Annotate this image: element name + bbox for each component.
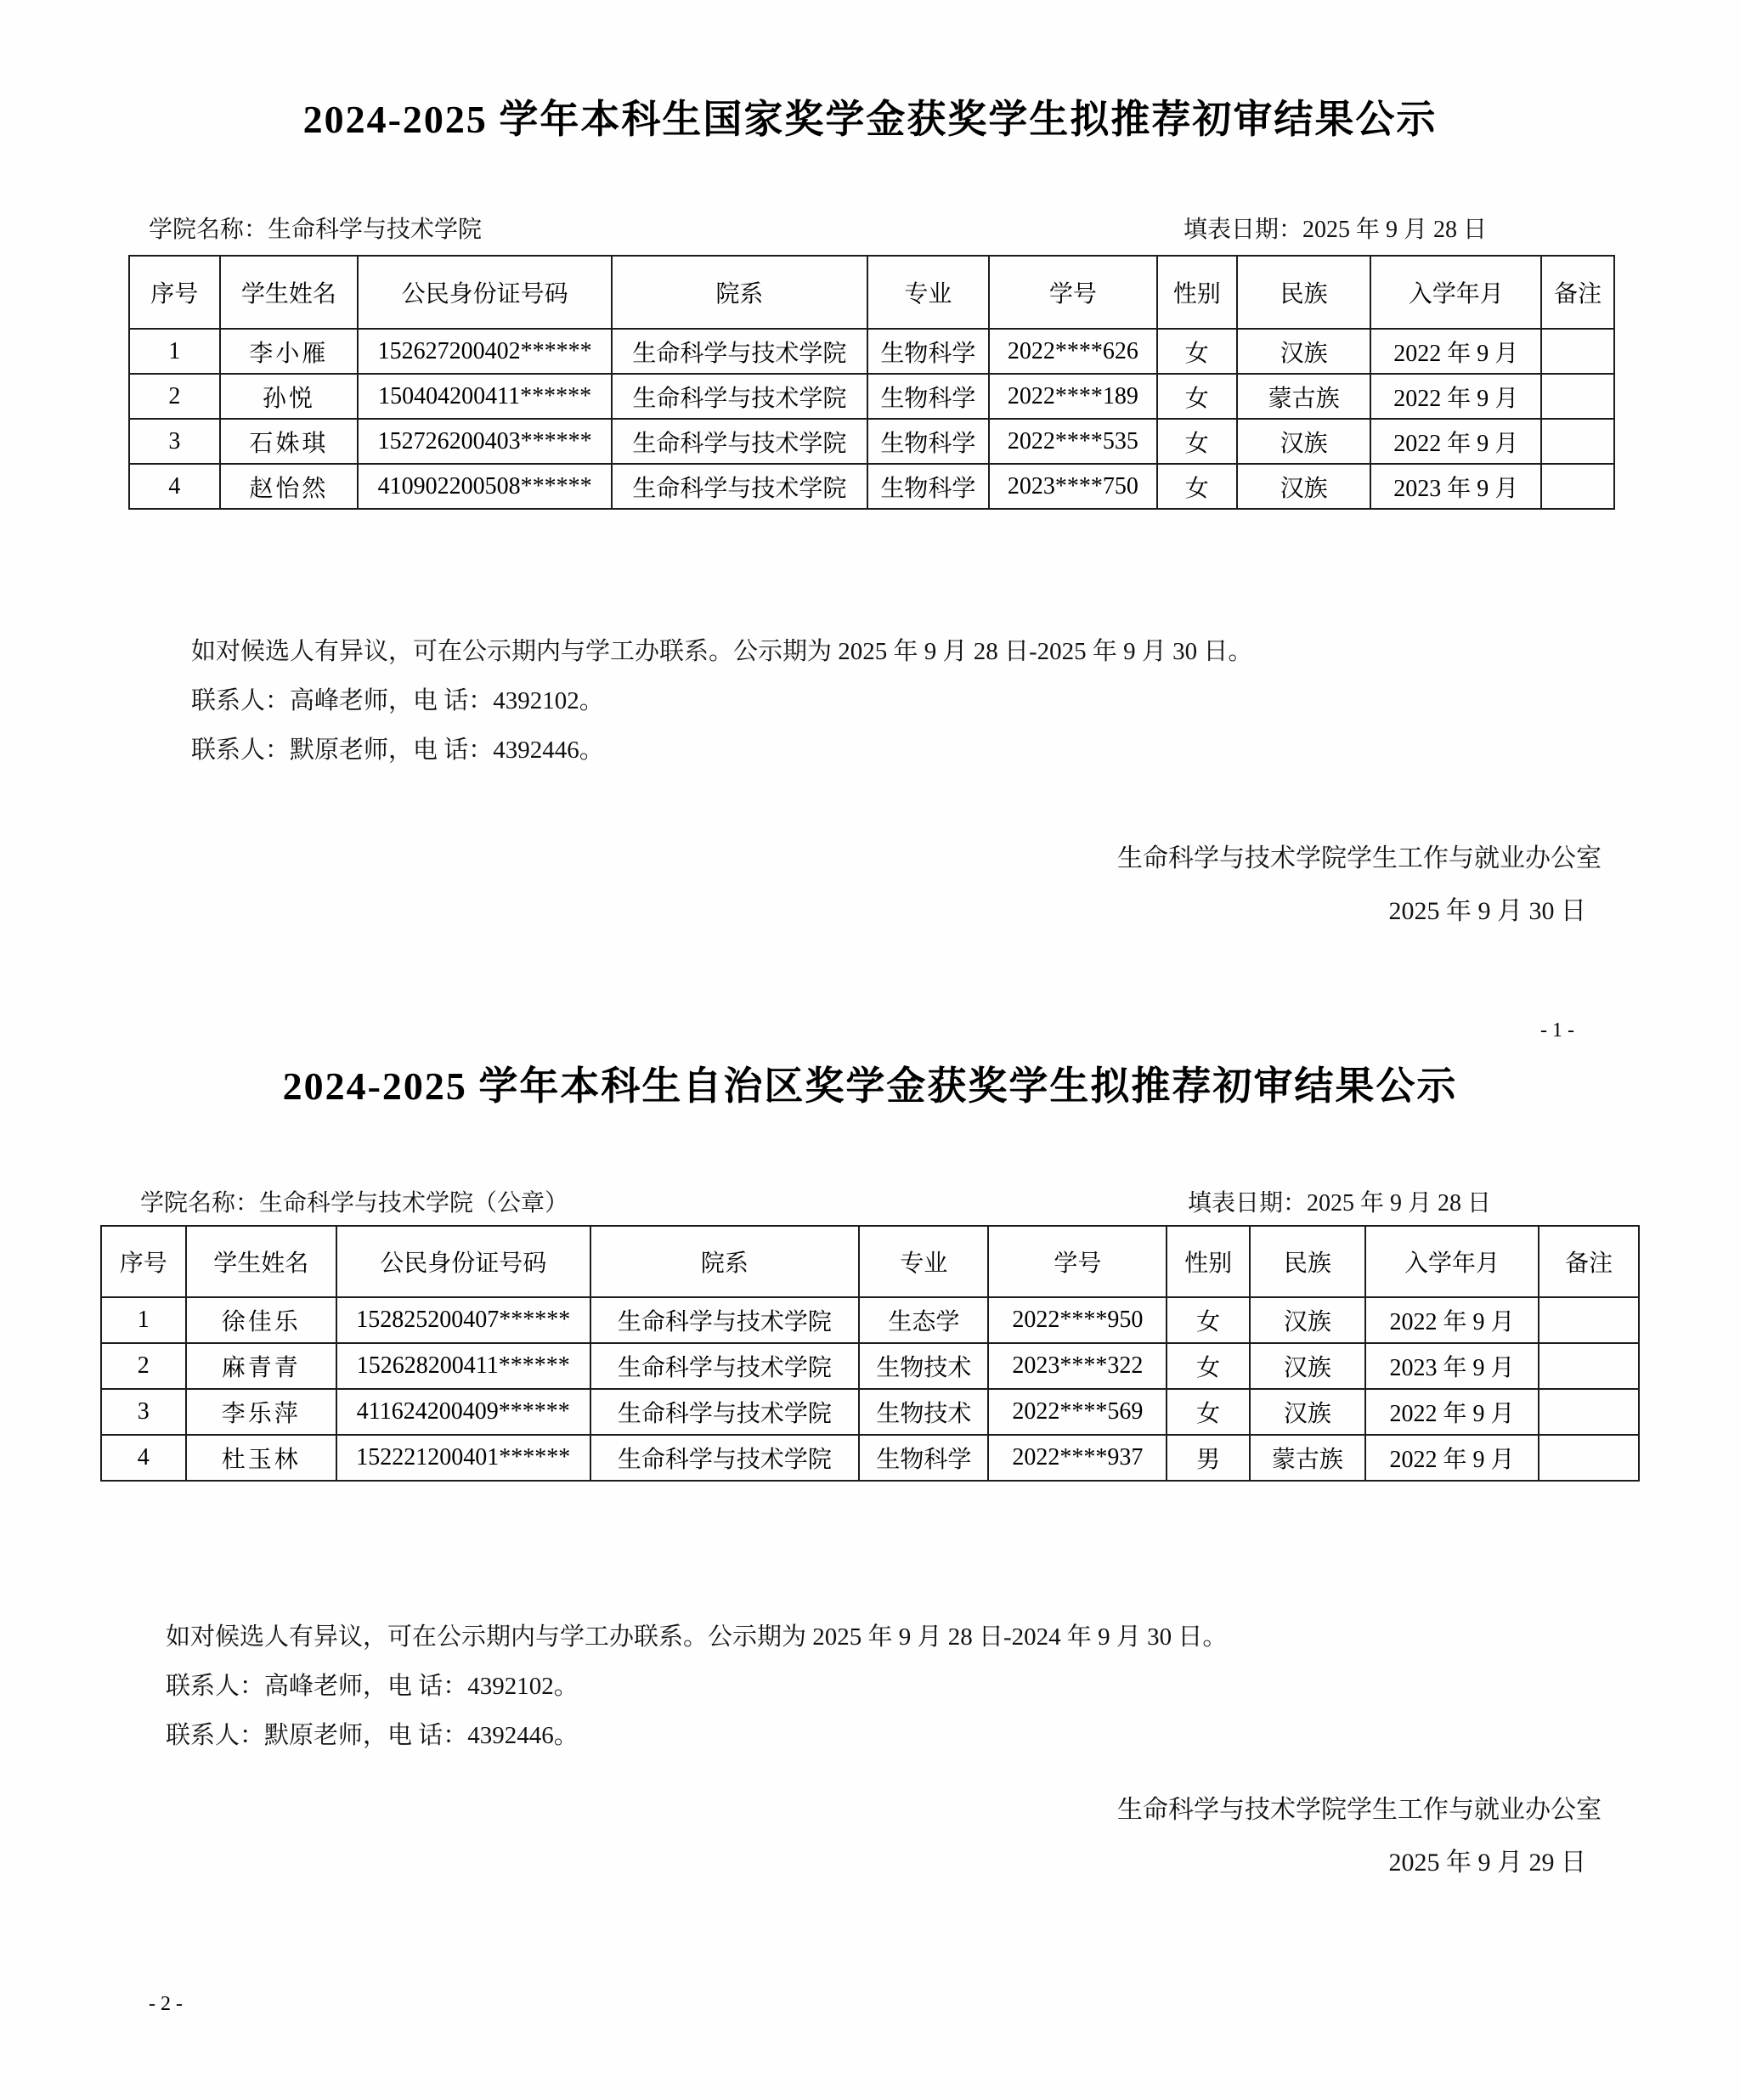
table-cell: 2022 年 9 月 bbox=[1370, 419, 1541, 464]
table-cell: 生命科学与技术学院 bbox=[590, 1297, 860, 1343]
table-cell: 生命科学与技术学院 bbox=[590, 1435, 860, 1481]
table-cell: 汉族 bbox=[1250, 1297, 1365, 1343]
table-cell: 杜玉林 bbox=[186, 1435, 336, 1481]
table-cell: 蒙古族 bbox=[1237, 374, 1370, 419]
table-cell: 汉族 bbox=[1237, 329, 1370, 374]
page-title-national: 2024-2025 学年本科生国家奖学金获奖学生拟推荐初审结果公示 bbox=[302, 98, 1438, 141]
table-cell: 生物科学 bbox=[867, 374, 989, 419]
table-cell: 4 bbox=[129, 464, 220, 509]
table-body bbox=[129, 329, 1614, 509]
table-cell: 生物科学 bbox=[859, 1435, 988, 1481]
table-cell: 3 bbox=[101, 1389, 186, 1435]
table-cell bbox=[1539, 1297, 1639, 1343]
national-scholarship-table bbox=[128, 255, 1615, 510]
table-cell: 2022 年 9 月 bbox=[1365, 1389, 1539, 1435]
table-row bbox=[101, 1389, 1639, 1435]
table-cell: 生物技术 bbox=[859, 1389, 988, 1435]
table-cell: 生命科学与技术学院 bbox=[590, 1343, 860, 1389]
table-cell: 生物技术 bbox=[859, 1343, 988, 1389]
table-cell: 汉族 bbox=[1237, 464, 1370, 509]
table-cell: 2 bbox=[129, 374, 220, 419]
table-cell bbox=[1539, 1343, 1639, 1389]
table-cell: 2 bbox=[101, 1343, 186, 1389]
contact-note-1: 联系人：高峰老师，电 话：4392102。 bbox=[191, 687, 604, 714]
table-row bbox=[101, 1297, 1639, 1343]
col-header-id-number: 公民身份证号码 bbox=[358, 256, 612, 329]
col-header-id-number: 公民身份证号码 bbox=[336, 1226, 590, 1297]
table-cell: 女 bbox=[1157, 419, 1237, 464]
table-cell: 2023****322 bbox=[988, 1343, 1167, 1389]
col-header-major: 专业 bbox=[867, 256, 989, 329]
table-cell: 生命科学与技术学院 bbox=[612, 374, 867, 419]
col-header-department: 院系 bbox=[612, 256, 867, 329]
signature-date: 2025 年 9 月 30 日 bbox=[1388, 897, 1586, 925]
col-header-index: 序号 bbox=[101, 1226, 186, 1297]
table-row bbox=[101, 1435, 1639, 1481]
table-header-row bbox=[101, 1226, 1639, 1297]
table-cell: 1 bbox=[129, 329, 220, 374]
col-header-department: 院系 bbox=[590, 1226, 860, 1297]
table-cell bbox=[1541, 329, 1614, 374]
table-cell: 150404200411****** bbox=[358, 374, 612, 419]
table-cell: 2022****569 bbox=[988, 1389, 1167, 1435]
contact-note-2: 联系人：默原老师，电 话：4392446。 bbox=[191, 737, 604, 764]
table-cell: 汉族 bbox=[1250, 1389, 1365, 1435]
col-header-ethnicity: 民族 bbox=[1237, 256, 1370, 329]
table-cell: 生态学 bbox=[859, 1297, 988, 1343]
table-row bbox=[129, 464, 1614, 509]
table-row bbox=[129, 419, 1614, 464]
col-header-name: 学生姓名 bbox=[220, 256, 359, 329]
table-cell: 2022****937 bbox=[988, 1435, 1167, 1481]
form-meta-row bbox=[140, 1184, 1491, 1218]
table-cell bbox=[1539, 1389, 1639, 1435]
notes-block bbox=[191, 627, 1252, 775]
signature-block bbox=[1117, 833, 1602, 938]
signature-block bbox=[1117, 1784, 1602, 1889]
table-row bbox=[129, 374, 1614, 419]
contact-note-1: 联系人：高峰老师，电 话：4392102。 bbox=[166, 1673, 579, 1700]
table-cell bbox=[1541, 374, 1614, 419]
table-cell: 女 bbox=[1157, 374, 1237, 419]
table-cell bbox=[1541, 419, 1614, 464]
table-cell: 女 bbox=[1167, 1389, 1250, 1435]
table-cell: 2022 年 9 月 bbox=[1365, 1435, 1539, 1481]
table-cell: 石姝琪 bbox=[220, 419, 359, 464]
col-header-major: 专业 bbox=[859, 1226, 988, 1297]
table-body bbox=[101, 1297, 1639, 1481]
table-cell: 李小雁 bbox=[220, 329, 359, 374]
col-header-remarks: 备注 bbox=[1539, 1226, 1639, 1297]
table-cell: 152628200411****** bbox=[336, 1343, 590, 1389]
page-title-region: 2024-2025 学年本科生自治区奖学金获奖学生拟推荐初审结果公示 bbox=[282, 1064, 1458, 1108]
table-cell: 女 bbox=[1167, 1343, 1250, 1389]
table-cell: 3 bbox=[129, 419, 220, 464]
table-cell: 2022****626 bbox=[989, 329, 1157, 374]
table-cell: 生命科学与技术学院 bbox=[590, 1389, 860, 1435]
table-cell: 徐佳乐 bbox=[186, 1297, 336, 1343]
table-cell: 410902200508****** bbox=[358, 464, 612, 509]
table-cell: 2022 年 9 月 bbox=[1370, 374, 1541, 419]
table-cell bbox=[1541, 464, 1614, 509]
table-cell: 生命科学与技术学院 bbox=[612, 419, 867, 464]
table-row bbox=[129, 329, 1614, 374]
col-header-index: 序号 bbox=[129, 256, 220, 329]
table-cell: 2022****535 bbox=[989, 419, 1157, 464]
table-cell: 女 bbox=[1157, 464, 1237, 509]
table-cell: 生物科学 bbox=[867, 329, 989, 374]
table-cell: 汉族 bbox=[1250, 1343, 1365, 1389]
page-number: - 1 - bbox=[1540, 1019, 1574, 1042]
table-cell: 2022****950 bbox=[988, 1297, 1167, 1343]
table-cell: 蒙古族 bbox=[1250, 1435, 1365, 1481]
fill-date-label: 填表日期：2025 年 9 月 28 日 bbox=[1187, 1190, 1491, 1217]
table-cell: 男 bbox=[1167, 1435, 1250, 1481]
college-name-label: 学院名称：生命科学与技术学院 bbox=[149, 217, 483, 243]
signature-org: 生命科学与技术学院学生工作与就业办公室 bbox=[1117, 844, 1602, 872]
contact-note-2: 联系人：默原老师，电 话：4392446。 bbox=[166, 1722, 579, 1749]
table-cell: 2023****750 bbox=[989, 464, 1157, 509]
page-number: - 2 - bbox=[149, 1993, 183, 2015]
table-cell: 生物科学 bbox=[867, 419, 989, 464]
table-cell: 生命科学与技术学院 bbox=[612, 329, 867, 374]
table-row bbox=[101, 1343, 1639, 1389]
col-header-remarks: 备注 bbox=[1541, 256, 1614, 329]
table-cell: 汉族 bbox=[1237, 419, 1370, 464]
table-cell: 女 bbox=[1157, 329, 1237, 374]
table-cell: 152825200407****** bbox=[336, 1297, 590, 1343]
table-cell: 4 bbox=[101, 1435, 186, 1481]
objection-note: 如对候选人有异议，可在公示期内与学工办联系。公示期为 2025 年 9 月 28 日-2025 年 9 月 30 日。 bbox=[191, 638, 1253, 665]
table-cell: 2022 年 9 月 bbox=[1370, 329, 1541, 374]
table-cell: 李乐萍 bbox=[186, 1389, 336, 1435]
table-cell: 411624200409****** bbox=[336, 1389, 590, 1435]
table-header-row bbox=[129, 256, 1614, 329]
table-cell: 1 bbox=[101, 1297, 186, 1343]
table-cell: 152627200402****** bbox=[358, 329, 612, 374]
table-cell bbox=[1539, 1435, 1639, 1481]
table-cell: 152726200403****** bbox=[358, 419, 612, 464]
table-cell: 生命科学与技术学院 bbox=[612, 464, 867, 509]
table-cell: 生物科学 bbox=[867, 464, 989, 509]
notes-block bbox=[166, 1612, 1227, 1760]
col-header-gender: 性别 bbox=[1157, 256, 1237, 329]
objection-note: 如对候选人有异议，可在公示期内与学工办联系。公示期为 2025 年 9 月 28 日-2024 年 9 月 30 日。 bbox=[166, 1623, 1228, 1651]
table-cell: 152221200401****** bbox=[336, 1435, 590, 1481]
table-cell: 女 bbox=[1167, 1297, 1250, 1343]
table-cell: 孙悦 bbox=[220, 374, 359, 419]
col-header-name: 学生姓名 bbox=[186, 1226, 336, 1297]
table-cell: 麻青青 bbox=[186, 1343, 336, 1389]
col-header-enroll-date: 入学年月 bbox=[1370, 256, 1541, 329]
region-scholarship-table bbox=[100, 1225, 1640, 1482]
table-cell: 赵怡然 bbox=[220, 464, 359, 509]
col-header-student-no: 学号 bbox=[989, 256, 1157, 329]
fill-date-label: 填表日期：2025 年 9 月 28 日 bbox=[1183, 217, 1487, 243]
col-header-gender: 性别 bbox=[1167, 1226, 1250, 1297]
col-header-ethnicity: 民族 bbox=[1250, 1226, 1365, 1297]
col-header-student-no: 学号 bbox=[988, 1226, 1167, 1297]
table-cell: 2022 年 9 月 bbox=[1365, 1297, 1539, 1343]
signature-org: 生命科学与技术学院学生工作与就业办公室 bbox=[1117, 1796, 1602, 1824]
table-cell: 2022****189 bbox=[989, 374, 1157, 419]
form-meta-row bbox=[149, 211, 1487, 245]
col-header-enroll-date: 入学年月 bbox=[1365, 1226, 1539, 1297]
table-cell: 2023 年 9 月 bbox=[1370, 464, 1541, 509]
signature-date: 2025 年 9 月 29 日 bbox=[1388, 1849, 1586, 1877]
college-name-label: 学院名称：生命科学与技术学院（公章） bbox=[140, 1190, 569, 1217]
table-cell: 2023 年 9 月 bbox=[1365, 1343, 1539, 1389]
